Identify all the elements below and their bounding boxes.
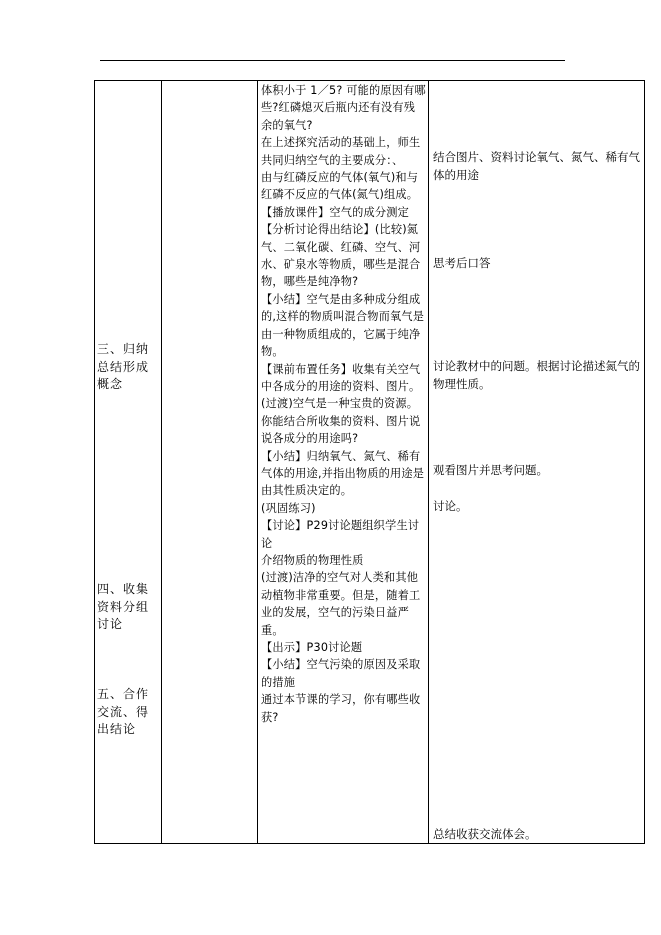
teacher-line: 体积小于 1／5? 可能的原因有哪些?红磷熄灭后瓶内还有没有残余的氧气? (261, 84, 426, 132)
student-note: 观看图片并思考问题。 (433, 463, 548, 477)
student-note: 讨论教材中的问题。根据讨论描述氮气的物理性质。 (433, 359, 640, 391)
teacher-line: (巩固练习) (261, 501, 316, 515)
teacher-line: (过渡)洁净的空气对人类和其他动植物非常重要。但是，随着工业的发展，空气的污染日益严重。 (261, 571, 421, 637)
teacher-line: 介绍物质的物理性质 (261, 553, 364, 567)
teacher-line: 通过本节课的学习，你有哪些收获? (261, 693, 421, 724)
teacher-line: 【课前布置任务】收集有关空气中各成分的用途的资料、图片。 (261, 362, 421, 393)
stage-label-summarize: 三、归纳总结形成概念 (97, 342, 150, 391)
teacher-line: 【小结】归纳氧气、氮气、稀有气体的用途,并指出物质的用途是由其性质决定的。 (261, 449, 425, 498)
student-note: 结合图片、资料讨论氧气、氮气、稀有气体的用途 (433, 150, 640, 182)
stage-label-collect: 四、收集资料分组讨论 (97, 582, 150, 631)
teacher-line: 【分析讨论得出结论】(比较)氮气、二氧化碳、红磷、空气、河水、矿泉水等物质，哪些是混合物，哪些是纯净物? (261, 223, 421, 289)
stage-column (95, 81, 162, 844)
teacher-line: 【小结】空气是由多种成分组成的,这样的物质叫混合物而氧气是由一种物质组成的，它属于纯净物。 (261, 292, 425, 359)
teacher-activity-column (258, 81, 429, 844)
teacher-line: 在上述探究活动的基础上，师生共同归纳空气的主要成分：、 (261, 136, 421, 167)
teacher-line: (过渡)空气是一种宝贵的资源。你能结合所收集的资料、图片说说各成分的用途吗? (261, 397, 421, 446)
student-note: 总结收获交流体会。 (433, 827, 537, 841)
teacher-line: 【出示】P30讨论题 (261, 641, 363, 654)
table-row (95, 81, 645, 844)
teacher-line: 【小结】空气污染的原因及采取的措施 (261, 658, 421, 689)
stage-label-cooperate: 五、合作交流、得出结论 (97, 687, 150, 736)
student-activity-column (429, 81, 645, 844)
teacher-line: 【播放课件】空气的成分测定 (261, 205, 410, 219)
teacher-line: 由与红磷反应的气体(氧气)和与红磷不反应的气体(氮气)组成。 (261, 171, 419, 202)
header-rule (100, 60, 565, 61)
student-note: 思考后口答 (433, 256, 491, 270)
lesson-plan-table (94, 80, 645, 844)
empty-column (162, 81, 258, 844)
teacher-line: 【讨论】P29讨论题组织学生讨论 (261, 519, 420, 550)
student-note: 讨论。 (433, 499, 468, 513)
